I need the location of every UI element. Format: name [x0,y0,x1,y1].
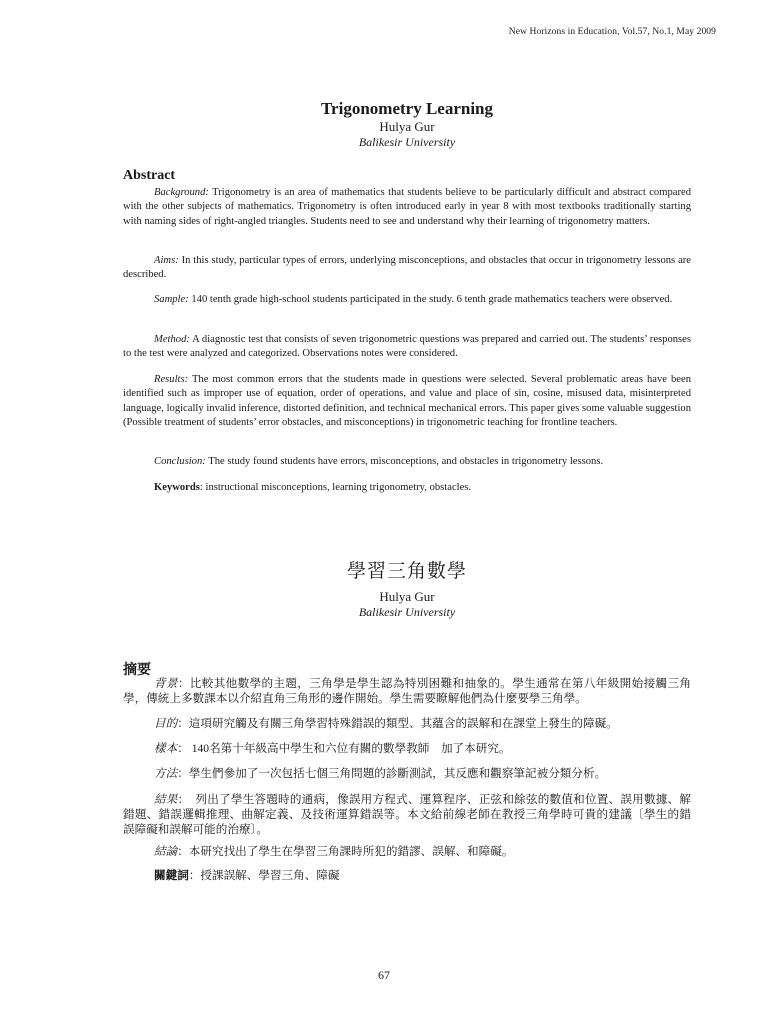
chinese-title: 學習三角數學 [346,561,467,582]
chinese-results-paragraph [123,792,691,837]
chinese-background-label: 背景 [154,677,178,690]
keywords-text: : instructional misconceptions, learning trigonometry, obstacles. [199,482,472,493]
chinese-method-paragraph [123,766,691,781]
chinese-header [123,561,691,620]
results-label: Results: [154,374,189,385]
english-abstract-heading: Abstract [123,168,176,183]
chinese-conclusion-paragraph [123,844,691,859]
english-affiliation: Balikesir University [358,135,456,149]
results-text: The most common errors that the students made in questions were selected. Several problematic areas have been identified such as improper use of equation, order of operations, and value and place of sin, cosine, misused data, misinterpreted language, logically invalid inference, distorted definition, and technical mechanical errors. This paper gives some valuable suggestion (Possible treatment of students’ error obstacles, and misconceptions) in trigonometric teaching for frontline teachers. [123,374,691,428]
chinese-conclusion-label: 結論 [154,845,178,858]
keywords-label: Keywords [154,482,200,493]
aims-text: In this study, particular types of errors, underlying misconceptions, and obstacles that occur in trigonometry lessons are described. [123,255,691,281]
chinese-keywords-paragraph [123,868,691,883]
english-header [123,99,691,150]
chinese-sample-label: 樣本 [154,742,178,755]
method-text: A diagnostic test that consists of seven trigonometric questions was prepared and carried out. The students’ responses to the test were analyzed and categorized. Observations notes were considered. [123,334,691,360]
chinese-affiliation: Balikesir University [358,605,456,619]
sample-text: 140 tenth grade high-school students participated in the study. 6 tenth grade mathematics teachers were observed. [188,294,673,305]
background-text: Trigonometry is an area of mathematics that students believe to be particularly difficult and abstract compared with the other subjects of mathematics. Trigonometry is often introduced early in year 8 with most textbooks traditionally starting with naming sides of right-angled triangles. Students need to see and understand why their learning of trigonometry matters. [123,187,691,227]
english-background-paragraph [123,186,691,229]
english-method-paragraph [123,333,691,362]
english-results-paragraph [123,373,691,430]
chinese-keywords-text: ：授課誤解、學習三角、障礙 [188,869,340,882]
conclusion-label: Conclusion: [154,456,206,467]
method-label: Method: [154,334,190,345]
english-title: Trigonometry Learning [320,99,494,118]
background-label: Background: [154,187,209,198]
chinese-conclusion-text: ：本研究找出了學生在學習三角課時所犯的錯謬、誤解、和障礙。 [177,845,514,858]
english-sample-paragraph [123,293,691,307]
chinese-background-paragraph [123,676,691,706]
chinese-method-text: ：學生們參加了一次包括七個三角問題的診斷測試，其反應和觀察筆記被分類分析。 [177,767,607,780]
english-aims-paragraph [123,254,691,283]
page-number: 67 [378,968,390,982]
chinese-author: Hulya Gur [379,589,435,604]
chinese-aims-paragraph [123,716,691,731]
chinese-background-text: ：比較其他數學的主題，三角學是學生認為特別困難和抽象的。學生通常在第八年級開始接觸三角學，傳統上多數課本以介紹直角三角形的邊作開始。學生需要瞭解他們為什麼要學三角學。 [123,677,691,705]
chinese-sample-paragraph [123,741,691,756]
chinese-abstract-heading: 摘要 [123,663,151,678]
sample-label: Sample: [154,294,189,305]
english-keywords-paragraph [123,481,691,495]
conclusion-text: The study found students have errors, misconceptions, and obstacles in trigonometry lessons. [205,456,604,467]
chinese-results-label: 結果 [154,793,178,806]
chinese-aims-label: 目的 [154,717,178,730]
chinese-keywords-label: 關鍵詞 [154,869,189,882]
english-author: Hulya Gur [379,119,435,134]
running-head: New Horizons in Education, Vol.57, No.1, May 2009 [508,27,716,37]
chinese-method-label: 方法 [154,767,178,780]
chinese-aims-text: ：這項研究觸及有關三角學習特殊錯誤的類型、其蘊含的誤解和在課堂上發生的障礙。 [177,717,618,730]
aims-label: Aims: [154,255,179,266]
chinese-results-text: ： 列出了學生答題時的通病，像誤用方程式、運算程序、正弦和餘弦的數值和位置、誤用數據、解錯題、錯誤邏輯推理、曲解定義、及技術運算錯誤等。本文給前線老師在教授三角學時可貴的建議〔學生的錯誤障礙和誤解可能的治療〕。 [123,793,691,836]
english-conclusion-paragraph [123,455,691,469]
chinese-sample-text: ： 140名第十年級高中學生和六位有關的數學教師 加了本研究。 [177,742,511,755]
